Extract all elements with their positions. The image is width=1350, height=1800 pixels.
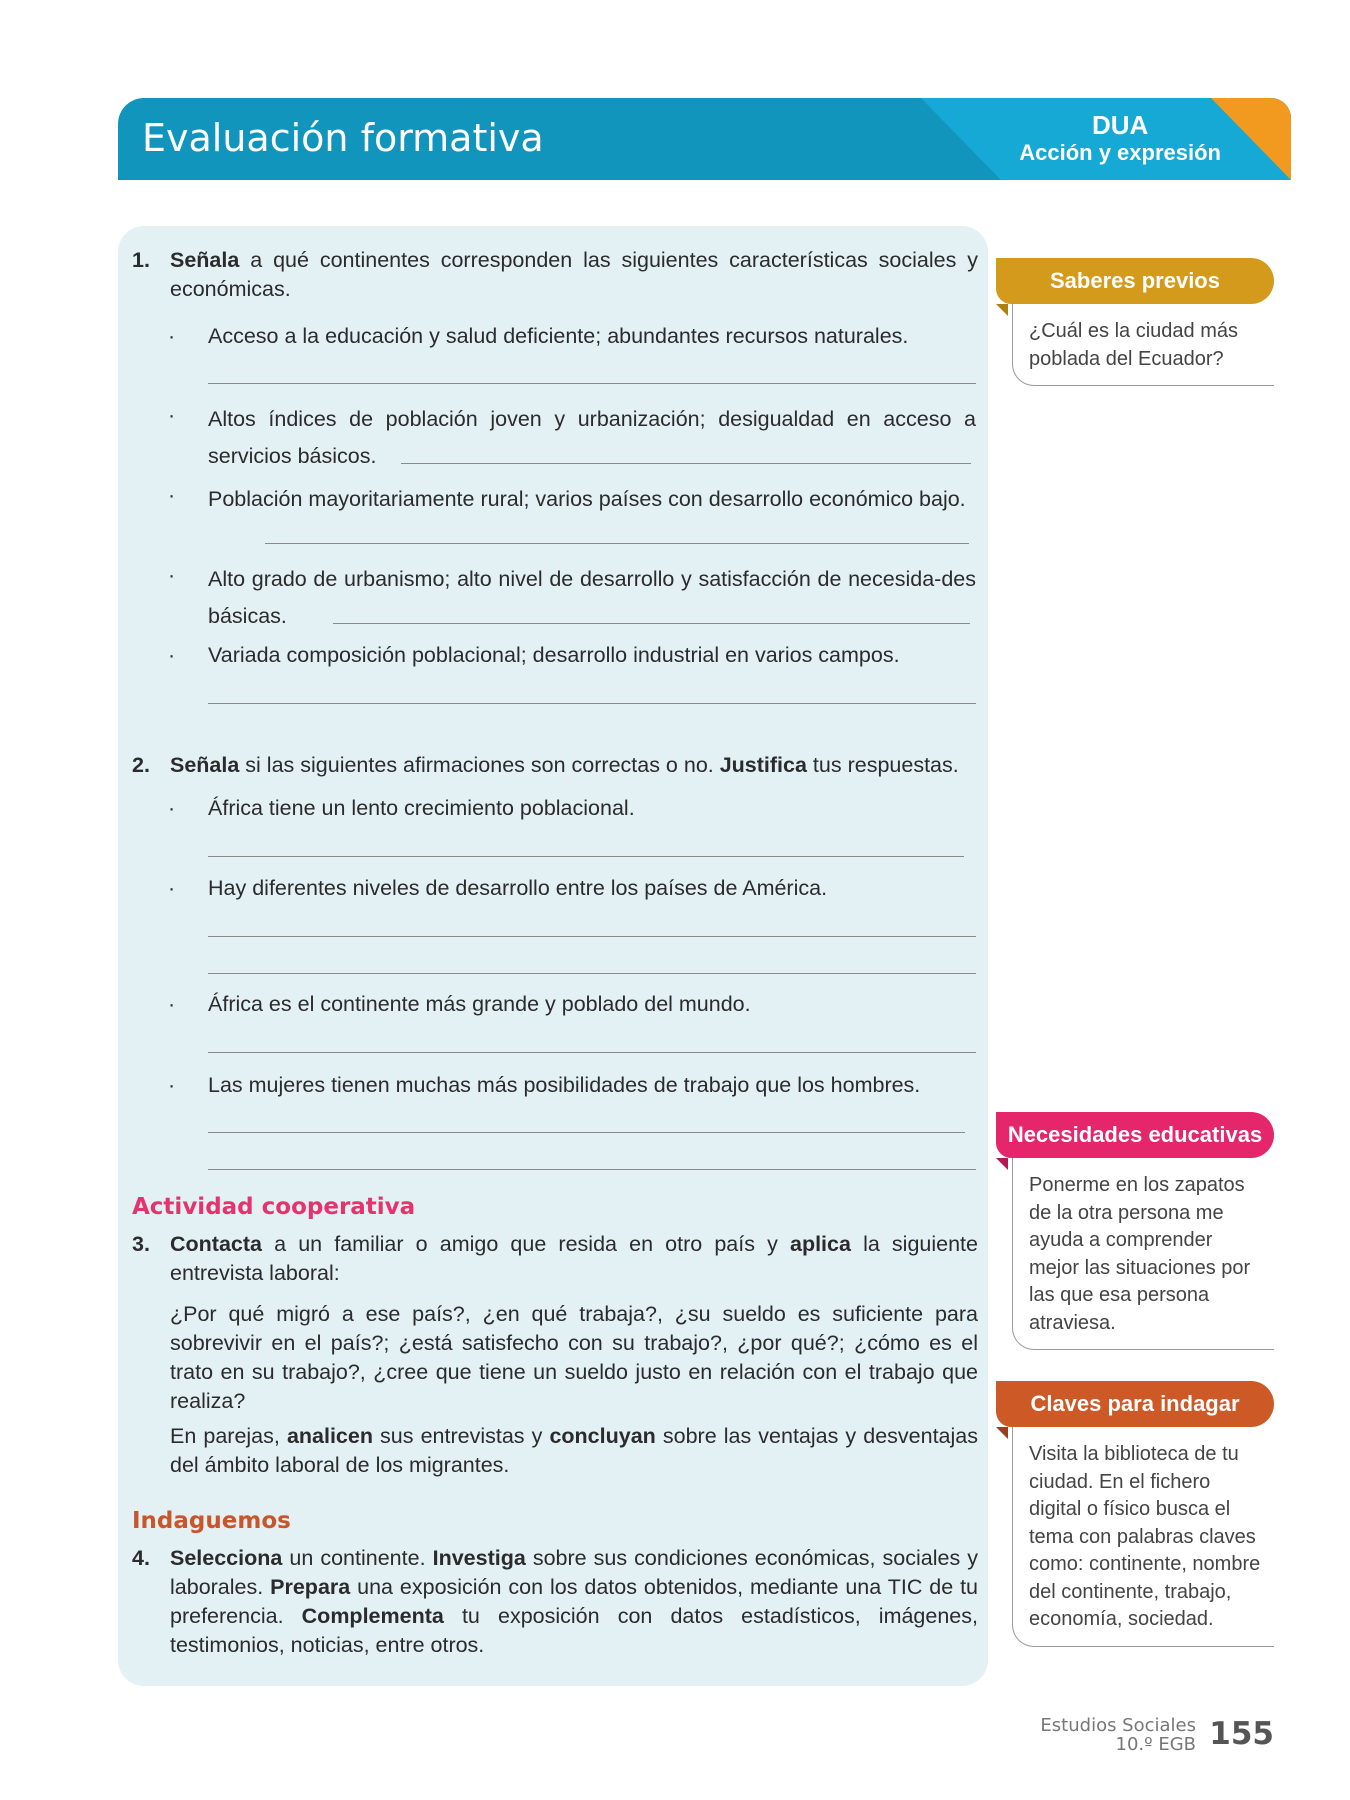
answer-line[interactable]: [208, 383, 976, 384]
answer-line[interactable]: [208, 973, 976, 974]
bullet-dot: ·: [168, 324, 176, 348]
text-run: un continente.: [282, 1546, 433, 1570]
text-run: En parejas,: [170, 1424, 287, 1448]
question-body: tus respuestas.: [806, 753, 959, 777]
dua-label: [1019, 110, 1221, 166]
dua-subtitle: Acción y expresión: [1019, 140, 1221, 165]
question-text: [170, 1230, 978, 1288]
grade-label: 10.º EGB: [1115, 1734, 1196, 1755]
action-verb: Prepara: [270, 1575, 351, 1599]
question-number: 1.: [132, 248, 150, 272]
card-title: Necesidades educativas: [996, 1112, 1274, 1158]
bullet-dot: ·: [168, 643, 176, 667]
bullet-text: Variada composición poblacional; desarrollo industrial en varios campos.: [208, 643, 900, 667]
question-body: si las siguientes afirmaciones son correctas o no.: [239, 753, 720, 777]
bullet-text: África es el continente más grande y poblado del mundo.: [208, 992, 751, 1016]
card-necesidades-educativas: [996, 1112, 1274, 1350]
section-title-indaguemos: Indaguemos: [132, 1508, 291, 1534]
answer-line[interactable]: [208, 1169, 976, 1170]
text-run: sobre las ventajas y desventajas del ámbito laboral de los migrantes.: [170, 1424, 978, 1477]
card-title: Claves para indagar: [996, 1381, 1274, 1427]
answer-line[interactable]: [265, 543, 969, 544]
question-text: [170, 1544, 978, 1660]
answer-line[interactable]: [333, 623, 970, 624]
answer-line[interactable]: [208, 1052, 976, 1053]
bullet-text: Población mayoritariamente rural; varios países con desarrollo económico bajo.: [208, 487, 966, 511]
bullet-dot: ·: [168, 992, 176, 1016]
subject-name: Estudios Sociales: [1040, 1715, 1196, 1736]
footer-subject: [976, 1716, 1196, 1754]
action-verb: Señala: [170, 753, 240, 777]
card-title: Saberes previos: [996, 258, 1274, 304]
action-verb: Justifica: [719, 753, 807, 777]
question-text: [170, 751, 978, 780]
bullet-text: Alto grado de urbanismo; alto nivel de desarrollo y satisfacción de necesida-des básicas.: [208, 567, 976, 628]
bullet-text: Acceso a la educación y salud deficiente; abundantes recursos naturales.: [208, 324, 909, 348]
question-number: 4.: [132, 1546, 150, 1570]
bullet-dot: ·: [168, 876, 176, 900]
answer-line[interactable]: [208, 856, 964, 857]
question-body: a qué continentes corresponden las siguientes características sociales y económicas.: [170, 248, 978, 301]
answer-line[interactable]: [401, 463, 971, 464]
action-verb: concluyan: [549, 1424, 656, 1448]
card-body: Ponerme en los zapatos de la otra persona me ayuda a comprender mejor las situaciones por las que esa persona atraviesa.: [1012, 1158, 1274, 1350]
question-number: 2.: [132, 753, 150, 777]
header-banner: [118, 98, 1291, 180]
text-run: una exposición con los datos obtenidos, mediante una TIC de tu preferencia.: [170, 1575, 978, 1628]
dua-title: DUA: [1091, 110, 1149, 140]
bullet-dot: ·: [168, 403, 176, 427]
activities-panel: [118, 226, 988, 1686]
answer-line[interactable]: [208, 703, 976, 704]
bullet-dot: ·: [168, 563, 176, 587]
text-run: tu exposición con datos estadísticos, imágenes, testimonios, noticias, entre otros.: [170, 1604, 978, 1657]
action-verb: analicen: [286, 1424, 373, 1448]
tab-fold: [996, 304, 1008, 316]
bullet-dot: ·: [168, 796, 176, 820]
tab-fold: [996, 1427, 1008, 1439]
text-run: sobre sus condiciones económicas, sociales y laborales.: [170, 1546, 978, 1599]
action-verb: Contacta: [170, 1232, 262, 1256]
page-number: 155: [1209, 1716, 1274, 1752]
question-text: [170, 246, 978, 304]
action-verb: Selecciona: [170, 1546, 283, 1570]
bullet-dot: ·: [168, 1073, 176, 1097]
bullet-text: Altos índices de población joven y urbanización; desigualdad en acceso a servicios básicos.: [208, 407, 976, 468]
question-body: a un familiar o amigo que resida en otro país y: [261, 1232, 790, 1256]
question-body: la siguiente entrevista laboral:: [170, 1232, 978, 1285]
action-verb: aplica: [789, 1232, 851, 1256]
pairs-text: [170, 1422, 978, 1480]
card-saberes-previos: [996, 258, 1274, 386]
card-body: Visita la biblioteca de tu ciudad. En el fichero digital o físico busca el tema con palabras claves como: continente, nombre del continente, trabajo, economía, sociedad.: [1012, 1427, 1274, 1647]
tab-fold: [996, 1158, 1008, 1170]
bullet-text: África tiene un lento crecimiento poblacional.: [208, 796, 635, 820]
bullet-text: Las mujeres tienen muchas más posibilidades de trabajo que los hombres.: [208, 1073, 921, 1097]
card-body: ¿Cuál es la ciudad más poblada del Ecuador?: [1012, 304, 1274, 386]
action-verb: Complementa: [301, 1604, 444, 1628]
answer-line[interactable]: [208, 936, 976, 937]
section-title-cooperativa: Actividad cooperativa: [132, 1194, 416, 1220]
action-verb: Investiga: [432, 1546, 526, 1570]
text-run: sus entrevistas y: [372, 1424, 550, 1448]
page-title: Evaluación formativa: [142, 116, 544, 160]
interview-text: ¿Por qué migró a ese país?, ¿en qué trabaja?, ¿su sueldo es suficiente para sobrevivir en el país?; ¿está satisfecho con su trabajo?, ¿por qué?; ¿cómo es el trato en su trabajo?, ¿cree que tiene un sueldo justo en relación con el trabajo que realiza?: [170, 1302, 978, 1413]
card-claves-para-indagar: [996, 1381, 1274, 1647]
question-number: 3.: [132, 1232, 150, 1256]
action-verb: Señala: [170, 248, 240, 272]
bullet-dot: ·: [168, 483, 176, 507]
page-footer: [1040, 1715, 1274, 1755]
answer-line[interactable]: [208, 1132, 965, 1133]
bullet-text: Hay diferentes niveles de desarrollo entre los países de América.: [208, 876, 828, 900]
